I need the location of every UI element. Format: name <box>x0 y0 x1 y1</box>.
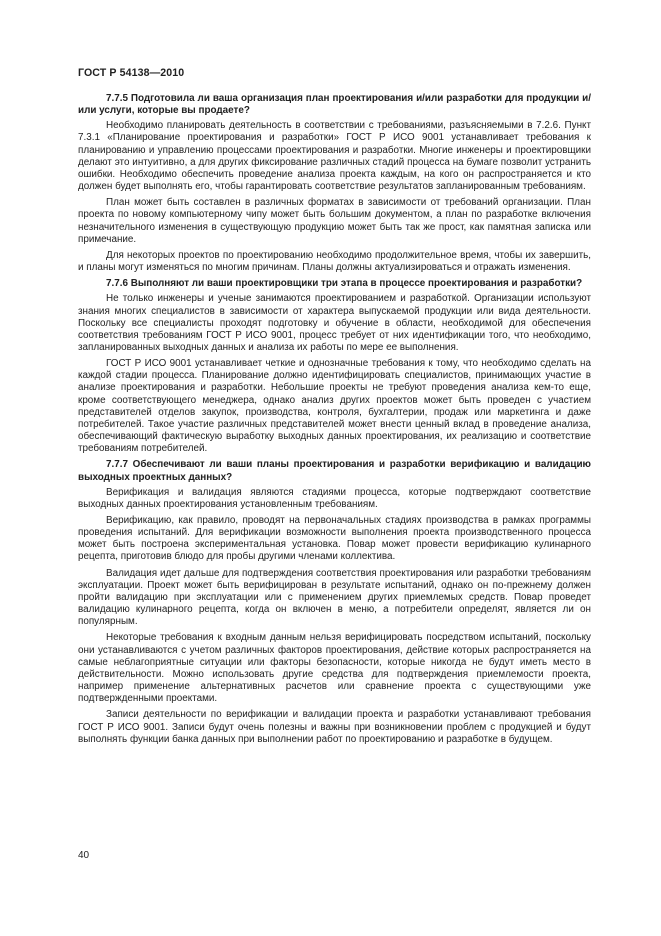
section-heading-7-7-6: 7.7.6 Выполняют ли ваши проектировщики три этапа в процессе проектирования и разработки? <box>106 278 583 290</box>
document-header: ГОСТ Р 54138—2010 <box>78 67 185 79</box>
section-heading-7-7-5: 7.7.5 Подготовила ли ваша организация план проектирования и/или разработки для продукции и/или услуги, которые вы продаете? <box>78 93 591 117</box>
paragraph: Не только инженеры и ученые занимаются проектированием и разработкой. Организации используют знания многих специалистов в зависимости от характера выпускаемой продукции или вида деятельности. Поскольку все специалисты проходят подготовку и обучение в области, необходимой для обеспечения соответствия требованиям ГОСТ Р ИСО 9001, процесс требует от них идентификации того, что необходимо, запланированных выходных данных и анализа их работы по мере ее выполнения. <box>78 293 591 353</box>
paragraph: Валидация идет дальше для подтверждения соответствия проектирования или разработки требованиям эксплуатации. Проект может быть верифицирован в результате испытаний, однако он по-прежнему должен пройти валидацию при эксплуатации или с применением других приемлемых средств. Повар проведет валидацию кулинарного рецепта, когда он включен в меню, а потребители определят, является ли он популярным. <box>78 567 591 628</box>
paragraph: Верификацию, как правило, проводят на первоначальных стадиях производства в рамках программы проведения испытаний. Для верификации возможности выполнения проекта производственного процесса может быть построена экспериментальная установка. Повар может провести верификацию кулинарного рецепта, приготовив блюдо для пробы другими членами коллектива. <box>78 515 591 563</box>
paragraph: ГОСТ Р ИСО 9001 устанавливает четкие и однозначные требования к тому, что необходимо сделать на каждой стадии процесса. Планирование должно идентифицировать специалистов, принимающих участие в анализе проектирования и разработки. Небольшие проекты не требуют проведения анализа кем-то еще, кроме соответствующего менеджера, однако анализ других проектов может быть проведен с участием представителей отделов закупок, производства, контроля, бухгалтерии, продаж или маркетинга и даже потребителей. Такое участие различных представителей может внести ценный вклад в проведение анализа, обеспечивающий фактическую выработку выходных данных проектирования, их реализацию и соответствие требованиям потребителей. <box>78 358 591 455</box>
paragraph: План может быть составлен в различных форматах в зависимости от требований организации. План проекта по новому компьютерному чипу может быть большим документом, а план по разработке включения незначительного изменения в существующую продукцию может быть так же прост, как памятная записка или примечание. <box>78 197 591 245</box>
paragraph: Необходимо планировать деятельность в соответствии с требованиями, разъясняемыми в 7.2.6. Пункт 7.3.1 «Планирование проектирования и разработки» ГОСТ Р ИСО 9001 устанавливает требования к планированию и управлению процессами проектирования и разработки. Многие инженеры и проектировщики делают это интуитивно, а для других фиксирование различных стадий процесса на бумаге позволит устранить ошибки. Необходимо обеспечить проведение анализа проекта каждым, на кого он распространяется и кто должен будет выполнять его, чтобы гарантировать соответствие результатов запланированным требованиям. <box>78 120 591 193</box>
document-body <box>78 93 591 750</box>
page-number: 40 <box>78 850 90 861</box>
paragraph: Верификация и валидация являются стадиями процесса, которые подтверждают соответствие выходных данных проектирования установленным требованиям. <box>78 486 591 510</box>
paragraph: Для некоторых проектов по проектированию необходимо продолжительное время, чтобы их завершить, и планы могут изменяться по многим причинам. Планы должны актуализироваться и отражать изменения. <box>78 249 591 274</box>
section-heading-7-7-7: 7.7.7 Обеспечивают ли ваши планы проектирования и разработки верификацию и валидацию выходных проектных данных? <box>78 459 591 483</box>
paragraph: Записи деятельности по верификации и валидации проекта и разработки устанавливают требования ГОСТ Р ИСО 9001. Записи будут очень полезны и важны при возникновении проблем с продукцией и будут выполнять функции банка данных при выполнении работ по проектированию и разработке в будущем. <box>78 709 591 745</box>
paragraph: Некоторые требования к входным данным нельзя верифицировать посредством испытаний, поскольку они устанавливаются с учетом различных факторов проектирования, действие которых распространяется на самые неблагоприятные ситуации или факторы безопасности, которые никогда не будут иметь место в действительности. Можно использовать другие средства для подтверждения приемлемости проекта, например применение альтернативных расчетов или сравнение проекта с существующими уже подтвержденными проектами. <box>78 632 591 705</box>
